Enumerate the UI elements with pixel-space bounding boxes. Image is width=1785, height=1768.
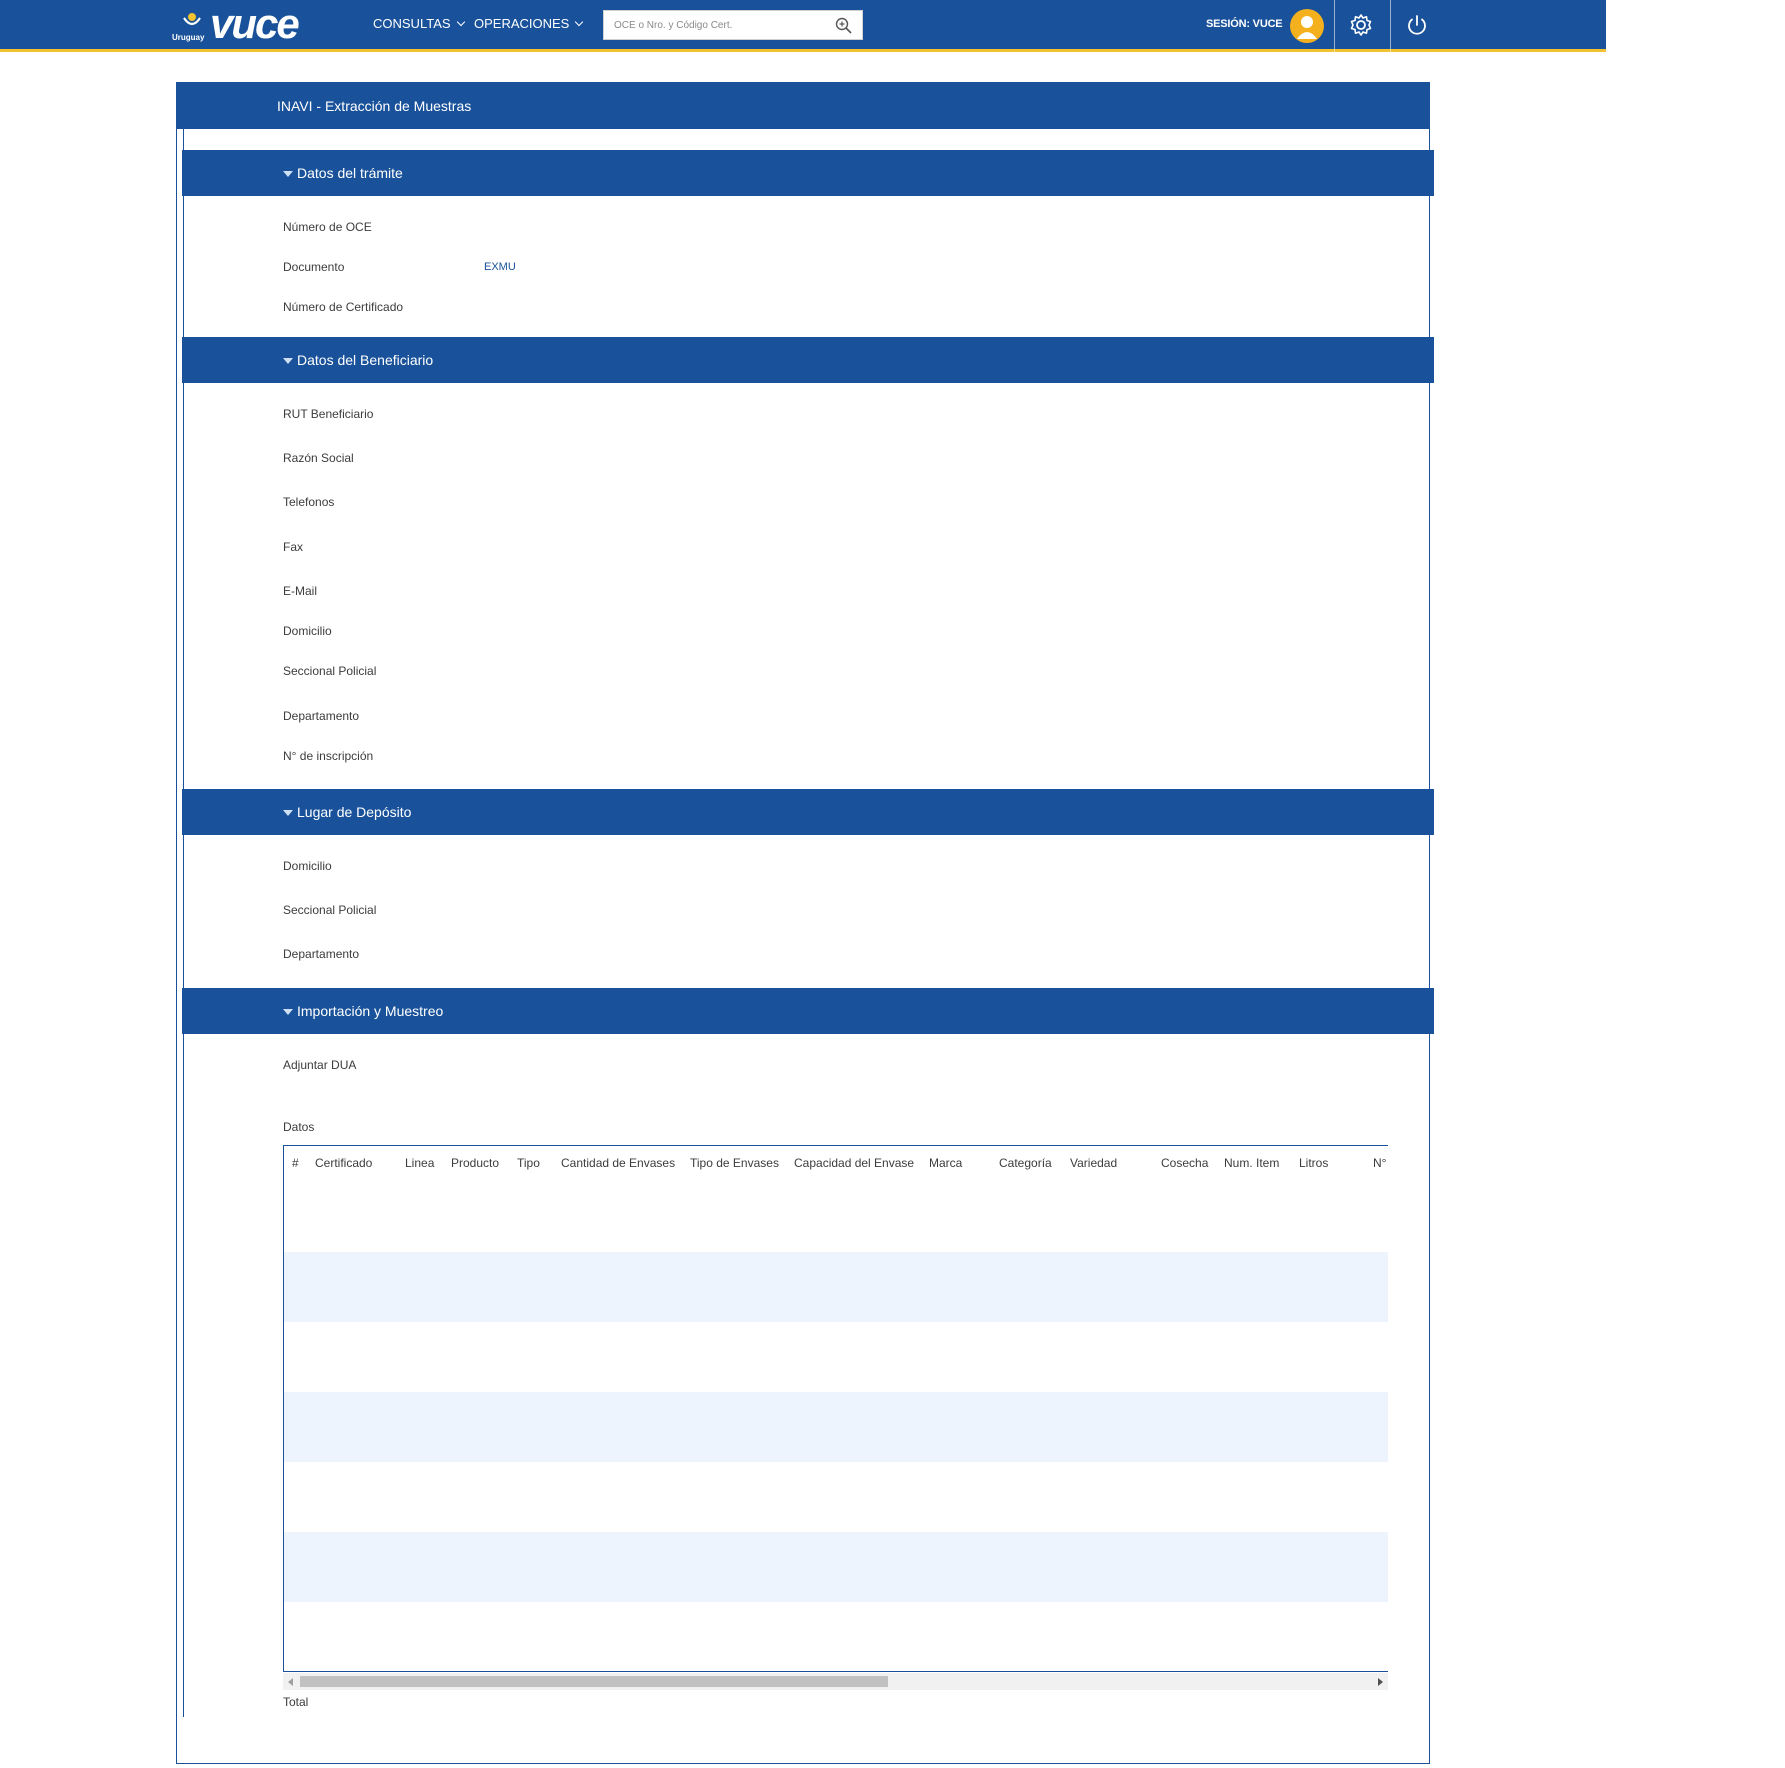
field-label-deposito-domicilio: Domicilio bbox=[283, 859, 332, 873]
nav-operaciones[interactable] bbox=[474, 14, 582, 34]
column-header[interactable]: Certificado bbox=[315, 1156, 373, 1170]
column-header[interactable]: Categoría bbox=[999, 1156, 1052, 1170]
table-row[interactable] bbox=[284, 1182, 1388, 1252]
caret-down-icon bbox=[283, 358, 293, 364]
caret-down-icon bbox=[283, 810, 293, 816]
field-label-adjuntar-dua: Adjuntar DUA bbox=[283, 1058, 357, 1072]
field-label-inscripcion: N° de inscripción bbox=[283, 749, 374, 763]
scroll-left-icon[interactable] bbox=[288, 1678, 293, 1686]
caret-down-icon bbox=[283, 171, 293, 177]
table-row[interactable] bbox=[284, 1392, 1388, 1462]
section-header-deposito[interactable] bbox=[182, 789, 1434, 835]
power-icon[interactable] bbox=[1404, 12, 1430, 38]
section-header-beneficiario[interactable] bbox=[182, 337, 1434, 383]
field-label-fax: Fax bbox=[283, 540, 304, 554]
column-header[interactable]: Num. Item bbox=[1224, 1156, 1280, 1170]
logo-wordmark: vuce bbox=[210, 0, 298, 47]
nav-operaciones-label: OPERACIONES bbox=[474, 16, 570, 31]
session-label: SESIÓN: VUCE bbox=[1206, 18, 1283, 30]
search-icon[interactable] bbox=[834, 16, 854, 36]
field-label-numero-certificado: Número de Certificado bbox=[283, 300, 404, 314]
scroll-right-icon[interactable] bbox=[1378, 1678, 1383, 1686]
field-label-deposito-departamento: Departamento bbox=[283, 947, 360, 961]
top-navbar bbox=[0, 0, 1606, 52]
scrollbar-thumb[interactable] bbox=[300, 1676, 888, 1687]
field-label-deposito-seccional: Seccional Policial bbox=[283, 903, 377, 917]
search-input[interactable] bbox=[604, 11, 829, 39]
field-label-numero-oce: Número de OCE bbox=[283, 220, 372, 234]
column-header[interactable]: Cosecha bbox=[1161, 1156, 1209, 1170]
column-header[interactable]: Marca bbox=[929, 1156, 963, 1170]
divider bbox=[1334, 0, 1335, 52]
column-header[interactable]: Capacidad del Envase bbox=[794, 1156, 915, 1170]
column-header[interactable]: Producto bbox=[451, 1156, 500, 1170]
column-header[interactable]: # bbox=[292, 1156, 299, 1170]
search-box bbox=[603, 10, 863, 40]
horizontal-scrollbar[interactable] bbox=[283, 1673, 1388, 1690]
column-header[interactable]: Tipo de Envases bbox=[690, 1156, 779, 1170]
column-header[interactable]: Cantidad de Envases bbox=[561, 1156, 676, 1170]
field-value-documento: EXMU bbox=[484, 261, 516, 273]
column-header[interactable]: Variedad bbox=[1070, 1156, 1118, 1170]
chevron-down-icon bbox=[456, 18, 464, 26]
field-label-documento: Documento bbox=[283, 260, 345, 274]
field-label-departamento: Departamento bbox=[283, 709, 360, 723]
field-label-seccional: Seccional Policial bbox=[283, 664, 377, 678]
section-title: Datos del trámite bbox=[297, 165, 403, 181]
page-title: INAVI - Extracción de Muestras bbox=[177, 83, 1429, 129]
section-title: Datos del Beneficiario bbox=[297, 352, 434, 368]
caret-down-icon bbox=[283, 1009, 293, 1015]
table-row[interactable] bbox=[284, 1322, 1388, 1392]
uruguay-sun-icon bbox=[180, 8, 204, 32]
column-header[interactable]: Linea bbox=[405, 1156, 435, 1170]
field-label-datos: Datos bbox=[283, 1120, 315, 1134]
field-label-domicilio: Domicilio bbox=[283, 624, 332, 638]
column-header[interactable]: N° bbox=[1373, 1156, 1387, 1170]
field-label-email: E-Mail bbox=[283, 584, 318, 598]
section-header-importacion[interactable] bbox=[182, 988, 1434, 1034]
avatar[interactable] bbox=[1290, 9, 1324, 43]
divider bbox=[1390, 0, 1391, 52]
vuce-logo[interactable] bbox=[172, 0, 317, 47]
field-label-razon-social: Razón Social bbox=[283, 451, 354, 465]
field-label-rut: RUT Beneficiario bbox=[283, 407, 374, 421]
section-title: Importación y Muestreo bbox=[297, 1003, 444, 1019]
logo-country-text: Uruguay bbox=[172, 33, 205, 42]
table-row[interactable] bbox=[284, 1462, 1388, 1532]
table-row[interactable] bbox=[284, 1532, 1388, 1602]
table-header bbox=[284, 1146, 1388, 1176]
table-row[interactable] bbox=[284, 1252, 1388, 1322]
nav-consultas-label: CONSULTAS bbox=[373, 16, 451, 31]
column-header[interactable]: Tipo bbox=[517, 1156, 540, 1170]
chevron-down-icon bbox=[575, 18, 583, 26]
datos-table bbox=[283, 1145, 1388, 1672]
total-label: Total bbox=[283, 1695, 309, 1709]
field-label-telefonos: Telefonos bbox=[283, 495, 335, 509]
column-header[interactable]: Litros bbox=[1299, 1156, 1329, 1170]
section-title: Lugar de Depósito bbox=[297, 804, 412, 820]
user-icon bbox=[1290, 9, 1324, 43]
section-header-tramite[interactable] bbox=[182, 150, 1434, 196]
nav-consultas[interactable] bbox=[373, 14, 464, 34]
table-row[interactable] bbox=[284, 1602, 1388, 1672]
gear-icon[interactable] bbox=[1348, 12, 1374, 38]
